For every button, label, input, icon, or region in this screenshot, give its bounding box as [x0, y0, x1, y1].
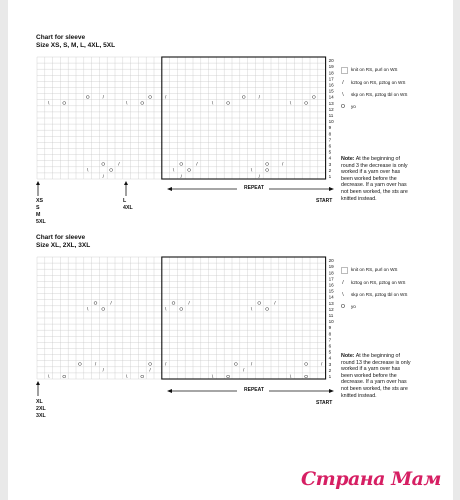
row-number-label: 15: [328, 288, 334, 294]
legend2-item-k2tog: k2tog on RS, p2tog on WS: [351, 280, 406, 285]
row-number-label: 19: [328, 264, 334, 270]
row-number-label: 6: [328, 143, 332, 149]
yo-circle-icon: O: [187, 168, 191, 174]
k2tog-slash-icon: /: [321, 362, 323, 368]
row-number-label: 13: [328, 300, 334, 306]
yo-circle-icon: O: [93, 301, 98, 307]
row-number-label: 6: [328, 343, 332, 349]
yo-circle-icon: O: [101, 307, 106, 313]
row-number-label: 15: [328, 88, 334, 94]
legend1-item-skp: skp on RS, p2tog tbl on WS: [351, 92, 408, 97]
row-number-label: 9: [328, 325, 332, 331]
k2tog-slash-icon: /: [149, 368, 151, 374]
size-label: 3XL: [36, 413, 46, 419]
size-label: 4XL: [123, 205, 133, 211]
size-label: L: [123, 198, 127, 204]
k2tog-slash-icon: /: [258, 95, 260, 101]
k2tog-slash-icon: /: [102, 174, 104, 180]
skp-backslash-icon: \: [211, 374, 214, 380]
legend2-box-icon: [341, 267, 348, 274]
yo-circle-icon: O: [62, 101, 67, 107]
legend1-item-k2tog: k2tog on RS, p2tog on WS: [351, 80, 406, 85]
legend1-circle-icon: O: [341, 104, 345, 110]
skp-backslash-icon: \: [250, 307, 253, 313]
legend1-item-knit: knit on RS, purl on WS: [351, 67, 398, 72]
yo-circle-icon: O: [78, 362, 82, 368]
row-number-label: 3: [328, 161, 332, 167]
legend2-backslash-icon: \: [342, 292, 344, 298]
k2tog-slash-icon: /: [250, 362, 253, 368]
yo-circle-icon: O: [226, 101, 230, 107]
row-number-label: 17: [328, 276, 334, 282]
k2tog-slash-icon: /: [118, 162, 120, 168]
k2tog-slash-icon: /: [188, 301, 190, 307]
chart2-note-text: At the beginning of round 13 the decrease is only worked if a yarn over has been worked before the decrease. If a yarn over has not been worked, the sts are knitted instead.: [341, 353, 411, 399]
row-number-label: 13: [328, 100, 334, 106]
k2tog-slash-icon: /: [196, 162, 198, 168]
yo-circle-icon: O: [304, 374, 308, 380]
chart2-subtitle: Size XL, 2XL, 3XL: [36, 242, 91, 249]
chart1-grid: [35, 55, 335, 185]
chart1-title: Chart for sleeve: [36, 34, 86, 41]
skp-backslash-icon: \: [126, 101, 128, 107]
k2tog-slash-icon: /: [258, 174, 260, 180]
yo-circle-icon: O: [171, 301, 176, 307]
row-number-label: 5: [328, 149, 332, 155]
yo-circle-icon: O: [101, 162, 106, 168]
page-edge-left: [0, 0, 8, 500]
chart2-repeat-label: REPEAT: [244, 387, 264, 393]
row-number-label: 19: [328, 64, 334, 70]
k2tog-slash-icon: /: [102, 95, 104, 101]
size-label: S: [36, 205, 40, 211]
skp-backslash-icon: \: [165, 307, 167, 313]
chart1-note-text: At the beginning of round 3 the decrease is only worked if a yarn over has been worked before the decrease. If a yarn over has not been worked, the sts are knitted instead.: [341, 156, 408, 202]
yo-circle-icon: O: [241, 95, 246, 101]
k2tog-slash-icon: /: [94, 362, 97, 368]
chart2-note-head: Note:: [341, 353, 355, 359]
row-number-label: 20: [328, 58, 334, 64]
yo-circle-icon: O: [312, 95, 316, 101]
legend2-item-knit: knit on RS, purl on WS: [351, 267, 398, 272]
row-number-label: 1: [328, 174, 332, 179]
row-number-label: 7: [328, 137, 332, 143]
k2tog-slash-icon: /: [180, 174, 182, 180]
skp-backslash-icon: \: [289, 101, 292, 107]
row-number-label: 18: [328, 270, 334, 276]
document-page: [8, 0, 453, 500]
skp-backslash-icon: \: [250, 168, 253, 174]
row-number-label: 16: [328, 282, 334, 288]
yo-circle-icon: O: [148, 362, 152, 368]
row-number-label: 20: [328, 258, 334, 264]
legend2-slash-icon: /: [342, 280, 344, 286]
k2tog-slash-icon: /: [165, 362, 167, 368]
k2tog-slash-icon: /: [110, 301, 112, 307]
yo-circle-icon: O: [265, 307, 269, 313]
chart1-repeat-label: REPEAT: [244, 185, 264, 191]
chart1-note: [341, 156, 413, 202]
k2tog-slash-icon: /: [243, 368, 245, 374]
size-label: XS: [36, 198, 44, 204]
skp-backslash-icon: \: [87, 307, 89, 313]
chart1-size-group-a: [36, 198, 46, 226]
chart2-size-arrow: [34, 380, 54, 400]
size-label: 5XL: [36, 219, 46, 225]
row-number-label: 4: [328, 155, 332, 161]
k2tog-slash-icon: /: [165, 95, 167, 101]
chart2-start-label: START: [316, 400, 333, 406]
legend1-item-yo: yo: [351, 104, 356, 109]
skp-backslash-icon: \: [211, 101, 214, 107]
row-number-label: 17: [328, 76, 334, 82]
yo-circle-icon: O: [257, 301, 262, 307]
yo-circle-icon: O: [85, 95, 90, 101]
k2tog-slash-icon: /: [282, 162, 284, 168]
row-number-label: 1: [328, 374, 332, 379]
row-number-label: 12: [328, 106, 334, 112]
skp-backslash-icon: \: [87, 168, 89, 174]
yo-circle-icon: O: [109, 168, 113, 174]
skp-backslash-icon: \: [172, 168, 175, 174]
chart1-size-group-b: [123, 198, 133, 212]
page-edge-right: [453, 0, 460, 500]
k2tog-slash-icon: /: [274, 301, 276, 307]
row-number-label: 11: [328, 113, 334, 118]
row-number-label: 8: [328, 131, 332, 137]
yo-circle-icon: O: [265, 162, 269, 168]
yo-circle-icon: O: [179, 307, 184, 313]
row-number-label: 9: [328, 125, 332, 131]
skp-backslash-icon: \: [48, 101, 50, 107]
yo-circle-icon: O: [304, 101, 308, 107]
site-watermark-logo: Страна Мам: [300, 468, 441, 490]
row-number-label: 16: [328, 82, 334, 88]
row-number-label: 10: [328, 319, 334, 325]
row-number-label: 2: [328, 367, 332, 373]
size-label: XL: [36, 399, 43, 405]
row-number-label: 4: [328, 355, 332, 361]
legend1-backslash-icon: \: [342, 92, 344, 98]
k2tog-slash-icon: /: [102, 368, 104, 374]
yo-circle-icon: O: [140, 374, 145, 380]
chart1-note-head: Note:: [341, 156, 355, 162]
row-number-label: 7: [328, 337, 332, 343]
skp-backslash-icon: \: [48, 374, 50, 380]
yo-circle-icon: O: [148, 95, 152, 101]
yo-circle-icon: O: [226, 374, 230, 380]
size-label: 2XL: [36, 406, 46, 412]
row-number-label: 5: [328, 349, 332, 355]
yo-circle-icon: O: [62, 374, 67, 380]
row-number-label: 8: [328, 331, 332, 337]
row-number-label: 10: [328, 119, 334, 125]
size-label: M: [36, 212, 41, 218]
row-number-label: 2: [328, 167, 332, 173]
row-number-label: 14: [328, 94, 334, 100]
chart1-size-arrows: [34, 180, 144, 200]
skp-backslash-icon: \: [126, 374, 128, 380]
legend2-circle-icon: O: [341, 304, 345, 310]
yo-circle-icon: O: [265, 168, 269, 174]
row-number-label: 3: [328, 361, 332, 367]
row-number-label: 18: [328, 70, 334, 76]
yo-circle-icon: O: [304, 362, 308, 368]
skp-backslash-icon: \: [289, 374, 292, 380]
chart2-title: Chart for sleeve: [36, 234, 86, 241]
row-number-label: 14: [328, 294, 334, 300]
chart2-note: [341, 353, 413, 399]
chart2-grid: [35, 255, 335, 385]
yo-circle-icon: O: [179, 162, 184, 168]
chart1-subtitle: Size XS, S, M, L, 4XL, 5XL: [36, 42, 116, 49]
chart2-size-group-a: [36, 399, 46, 420]
legend2-item-yo: yo: [351, 304, 356, 309]
legend1-box-icon: [341, 67, 348, 74]
legend1-slash-icon: /: [342, 80, 344, 86]
row-number-label: 11: [328, 313, 334, 318]
yo-circle-icon: O: [234, 362, 238, 368]
legend2-item-skp: skp on RS, p2tog tbl on WS: [351, 292, 408, 297]
yo-circle-icon: O: [140, 101, 145, 107]
row-number-label: 12: [328, 306, 334, 312]
chart1-start-label: START: [316, 198, 333, 204]
